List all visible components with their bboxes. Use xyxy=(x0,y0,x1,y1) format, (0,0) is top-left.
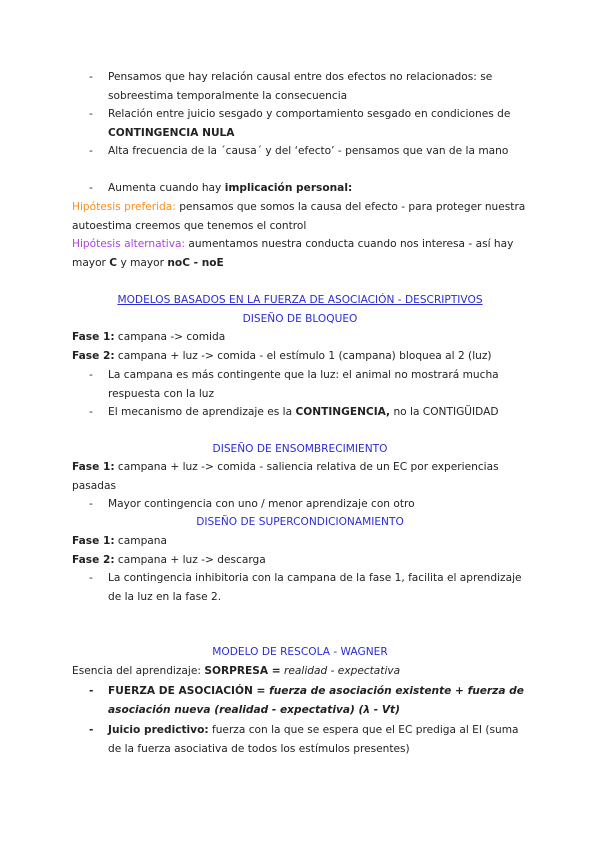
list-item-bold: FUERZA DE ASOCIACIÓN = xyxy=(108,685,266,697)
hipotesis-mid: y mayor xyxy=(117,256,168,269)
bullet-dash: - xyxy=(89,498,93,510)
list-item-text: Alta frecuencia de la ´causa´ y del ‘efecto’ - pensamos que van de la mano xyxy=(108,145,509,157)
fase-text: campana + luz -> comida - saliencia relativa de un EC por experiencias pasadas xyxy=(72,461,499,492)
fase-label: Fase 2: xyxy=(72,554,115,566)
bloqueo-fase-1 xyxy=(72,328,532,347)
list-item xyxy=(72,403,532,422)
fase-label: Fase 1: xyxy=(72,535,115,547)
esencia-bold: SORPRESA = xyxy=(204,665,281,677)
section-title-bloqueo: DISEÑO DE BLOQUEO xyxy=(242,313,358,325)
fase-text: campana + luz -> descarga xyxy=(114,554,266,566)
fase-text: campana + luz -> comida - el estímulo 1 (campana) bloquea al 2 (luz) xyxy=(114,350,492,362)
esencia-formula: realidad - expectativa xyxy=(280,665,401,677)
list-item-text: fuerza con la que se espera que el EC prediga al EI (suma de la fuerza asociativa de todos los estímulos presentes) xyxy=(108,724,519,755)
list-item xyxy=(72,68,532,105)
super-fase-1 xyxy=(72,532,532,551)
list-item-text: Aumenta cuando hay xyxy=(108,182,225,194)
fase-label: Fase 1: xyxy=(72,461,115,473)
section-title-modelos: MODELOS BASADOS EN LA FUERZA DE ASOCIACIÓN - DESCRIPTIVOS xyxy=(117,294,483,306)
list-item-text: Relación entre juicio sesgado y comportamiento sesgado en condiciones de xyxy=(108,108,511,120)
ensombrecimiento-fase-1 xyxy=(72,458,532,495)
list-item-text: no la CONTIGÜIDAD xyxy=(390,406,499,418)
list-item-text: Pensamos que hay relación causal entre dos efectos no relacionados: se sobreestima temporalmente la consecuencia xyxy=(108,71,493,102)
bullet-dash: - xyxy=(89,369,93,381)
list-item-formula: fuerza de asociación existente + fuerza de asociación nueva (realidad - expectativa) (λ - Vt) xyxy=(108,685,524,716)
list-item xyxy=(72,142,532,161)
rescorla-esencia xyxy=(72,662,532,681)
section-title-rescorla: MODELO DE RESCOLA - WAGNER xyxy=(212,646,388,658)
hipotesis-alternativa-label: Hipótesis alternativa: xyxy=(72,238,186,250)
hipotesis-preferida xyxy=(72,198,532,235)
hipotesis-alternativa xyxy=(72,235,532,272)
list-item-bold: implicación personal: xyxy=(224,182,353,194)
hipotesis-preferida-label: Hipótesis preferida: xyxy=(72,201,176,213)
bullet-dash: - xyxy=(89,145,93,157)
fase-label: Fase 1: xyxy=(72,331,115,343)
list-item xyxy=(72,495,532,514)
section-title-supercondicionamiento: DISEÑO DE SUPERCONDICIONAMIENTO xyxy=(196,516,404,528)
list-item xyxy=(72,721,532,758)
bullet-dash: - xyxy=(89,406,93,418)
list-item xyxy=(72,179,532,198)
list-item-text: El mecanismo de aprendizaje es la xyxy=(108,406,296,418)
list-item xyxy=(72,105,532,142)
bullet-dash: - xyxy=(89,108,93,120)
list-item xyxy=(72,366,532,403)
fase-text: campana xyxy=(114,535,167,547)
hipotesis-c: C xyxy=(109,256,118,269)
list-item-bold: Juicio predictivo: xyxy=(108,724,209,736)
bullet-dash: - xyxy=(89,724,94,736)
list-item xyxy=(72,569,532,606)
fase-label: Fase 2: xyxy=(72,350,115,362)
hipotesis-preferida-text: pensamos que somos la causa del efecto - para proteger nuestra autoestima creemos que tenemos el control xyxy=(72,201,526,232)
bullet-dash: - xyxy=(89,71,93,83)
list-item-bold: CONTINGENCIA NULA xyxy=(108,126,235,139)
bloqueo-fase-2 xyxy=(72,347,532,366)
list-item xyxy=(72,682,532,719)
list-item-text: La campana es más contingente que la luz: el animal no mostrará mucha respuesta con la luz xyxy=(108,369,499,400)
section-title-ensombrecimiento: DISEÑO DE ENSOMBRECIMIENTO xyxy=(212,443,388,455)
list-item-text: Mayor contingencia con uno / menor aprendizaje con otro xyxy=(108,498,415,510)
bullet-dash: - xyxy=(89,572,93,584)
bullet-dash: - xyxy=(89,685,94,697)
super-fase-2 xyxy=(72,551,532,570)
esencia-label: Esencia del aprendizaje: xyxy=(72,665,205,677)
hipotesis-noc: noC - noE xyxy=(167,256,224,269)
fase-text: campana -> comida xyxy=(114,331,226,343)
hipotesis-alternativa-text: aumentamos nuestra conducta cuando nos interesa - así hay mayor xyxy=(72,238,514,269)
list-item-text: La contingencia inhibitoria con la campana de la fase 1, facilita el aprendizaje de la luz en la fase 2. xyxy=(108,572,522,603)
list-item-bold: CONTINGENCIA, xyxy=(295,406,391,418)
bullet-dash: - xyxy=(89,182,93,194)
